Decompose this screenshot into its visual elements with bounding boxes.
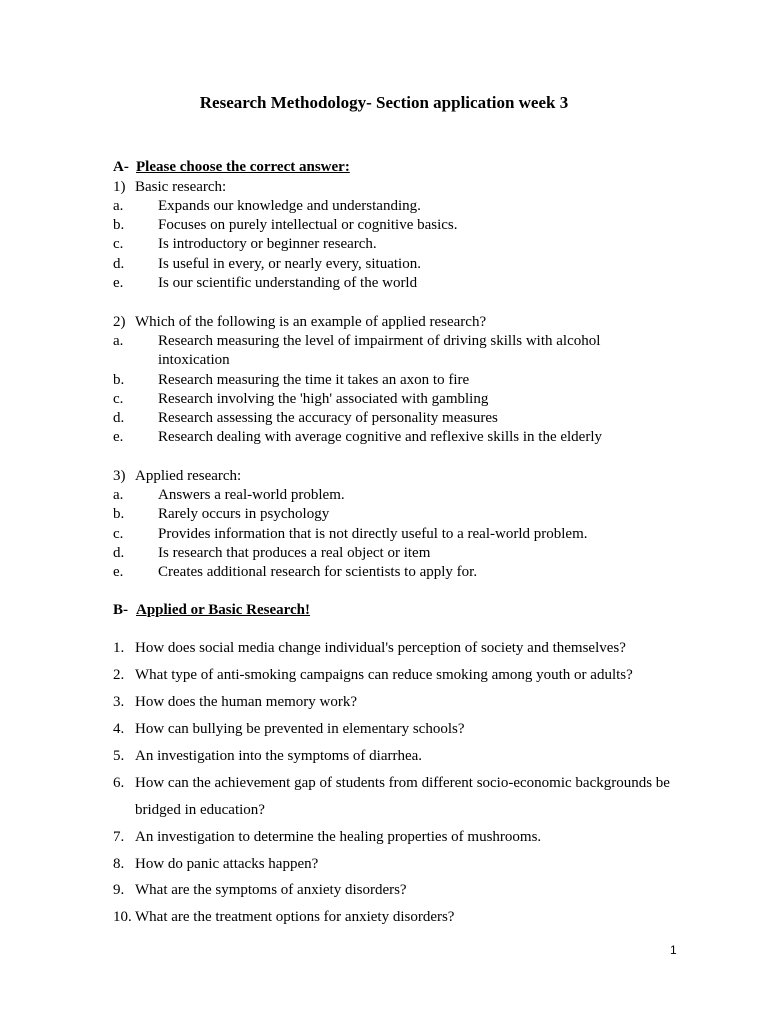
question-number: 3) (113, 468, 126, 484)
option-text: Is useful in every, or nearly every, situation. (158, 256, 421, 272)
option-text: Is our scientific understanding of the world (158, 275, 418, 291)
option-letter: e. (113, 429, 124, 445)
option-letter: a. (113, 198, 124, 214)
section-b-letter: B- (113, 602, 128, 618)
option-text: Answers a real-world problem. (158, 487, 345, 503)
option-letter: e. (113, 564, 124, 580)
item-number: 7. (113, 829, 125, 845)
option-text: Provides information that is not directly useful to a real-world problem. (158, 526, 588, 542)
section-a-letter: A- (113, 159, 129, 175)
option-letter: b. (113, 506, 125, 522)
option-text: Research involving the 'high' associated with gambling (158, 391, 489, 407)
section-a-heading (113, 159, 350, 176)
section-a-title: Please choose the correct answer: (136, 159, 350, 175)
option-letter: b. (113, 217, 125, 233)
item-number: 9. (113, 882, 125, 898)
option-text: Research dealing with average cognitive and reflexive skills in the elderly (158, 429, 603, 445)
item-number: 6. (113, 775, 125, 791)
item-text: How does social media change individual's perception of society and themselves? (135, 640, 626, 656)
option-text: Creates additional research for scientists to apply for. (158, 564, 478, 580)
item-text: How do panic attacks happen? (135, 856, 319, 872)
option-letter: d. (113, 256, 125, 272)
question-1 (113, 178, 226, 197)
page-title: Research Methodology- Section application week 3 (199, 93, 569, 112)
question-text: Which of the following is an example of applied research? (135, 314, 487, 330)
item-number: 5. (113, 748, 125, 764)
item-text: How can the achievement gap of students from different socio-economic backgrounds be bridged in education? (135, 775, 670, 818)
option-letter: d. (113, 410, 125, 426)
item-number: 10. (113, 909, 132, 925)
option-text: Is introductory or beginner research. (158, 236, 377, 252)
option-text: Rarely occurs in psychology (158, 506, 330, 522)
option-letter: a. (113, 487, 124, 503)
question-number: 1) (113, 179, 126, 195)
option-text: Expands our knowledge and understanding. (158, 198, 421, 214)
item-text: What type of anti-smoking campaigns can reduce smoking among youth or adults? (135, 667, 633, 683)
option-letter: c. (113, 391, 124, 407)
question-3 (113, 467, 241, 486)
section-b-title: Applied or Basic Research! (136, 602, 311, 618)
option-letter: e. (113, 275, 124, 291)
option-letter: c. (113, 236, 124, 252)
item-text: How does the human memory work? (135, 694, 358, 710)
question-text: Basic research: (135, 179, 227, 195)
item-text: An investigation into the symptoms of diarrhea. (135, 748, 423, 764)
option-text: Research measuring the time it takes an axon to fire (158, 372, 470, 388)
question-number: 2) (113, 314, 126, 330)
item-text: An investigation to determine the healing properties of mushrooms. (135, 829, 542, 845)
section-b-heading (113, 602, 310, 619)
option-letter: d. (113, 545, 125, 561)
option-letter: a. (113, 333, 124, 349)
option-text: Focuses on purely intellectual or cognitive basics. (158, 217, 458, 233)
option-text: Research assessing the accuracy of personality measures (158, 410, 498, 426)
item-number: 3. (113, 694, 125, 710)
option-text: Research measuring the level of impairment of driving skills with alcohol intoxication (158, 333, 601, 369)
option-letter: c. (113, 526, 124, 542)
page-number: 1 (670, 943, 677, 957)
option-letter: b. (113, 372, 125, 388)
question-2 (113, 313, 486, 332)
item-number: 2. (113, 667, 125, 683)
item-text: How can bullying be prevented in elementary schools? (135, 721, 465, 737)
option-text: Is research that produces a real object or item (158, 545, 431, 561)
question-text: Applied research: (135, 468, 242, 484)
item-text: What are the treatment options for anxiety disorders? (135, 909, 455, 925)
item-number: 4. (113, 721, 125, 737)
item-number: 8. (113, 856, 125, 872)
item-number: 1. (113, 640, 125, 656)
item-text: What are the symptoms of anxiety disorders? (135, 882, 407, 898)
